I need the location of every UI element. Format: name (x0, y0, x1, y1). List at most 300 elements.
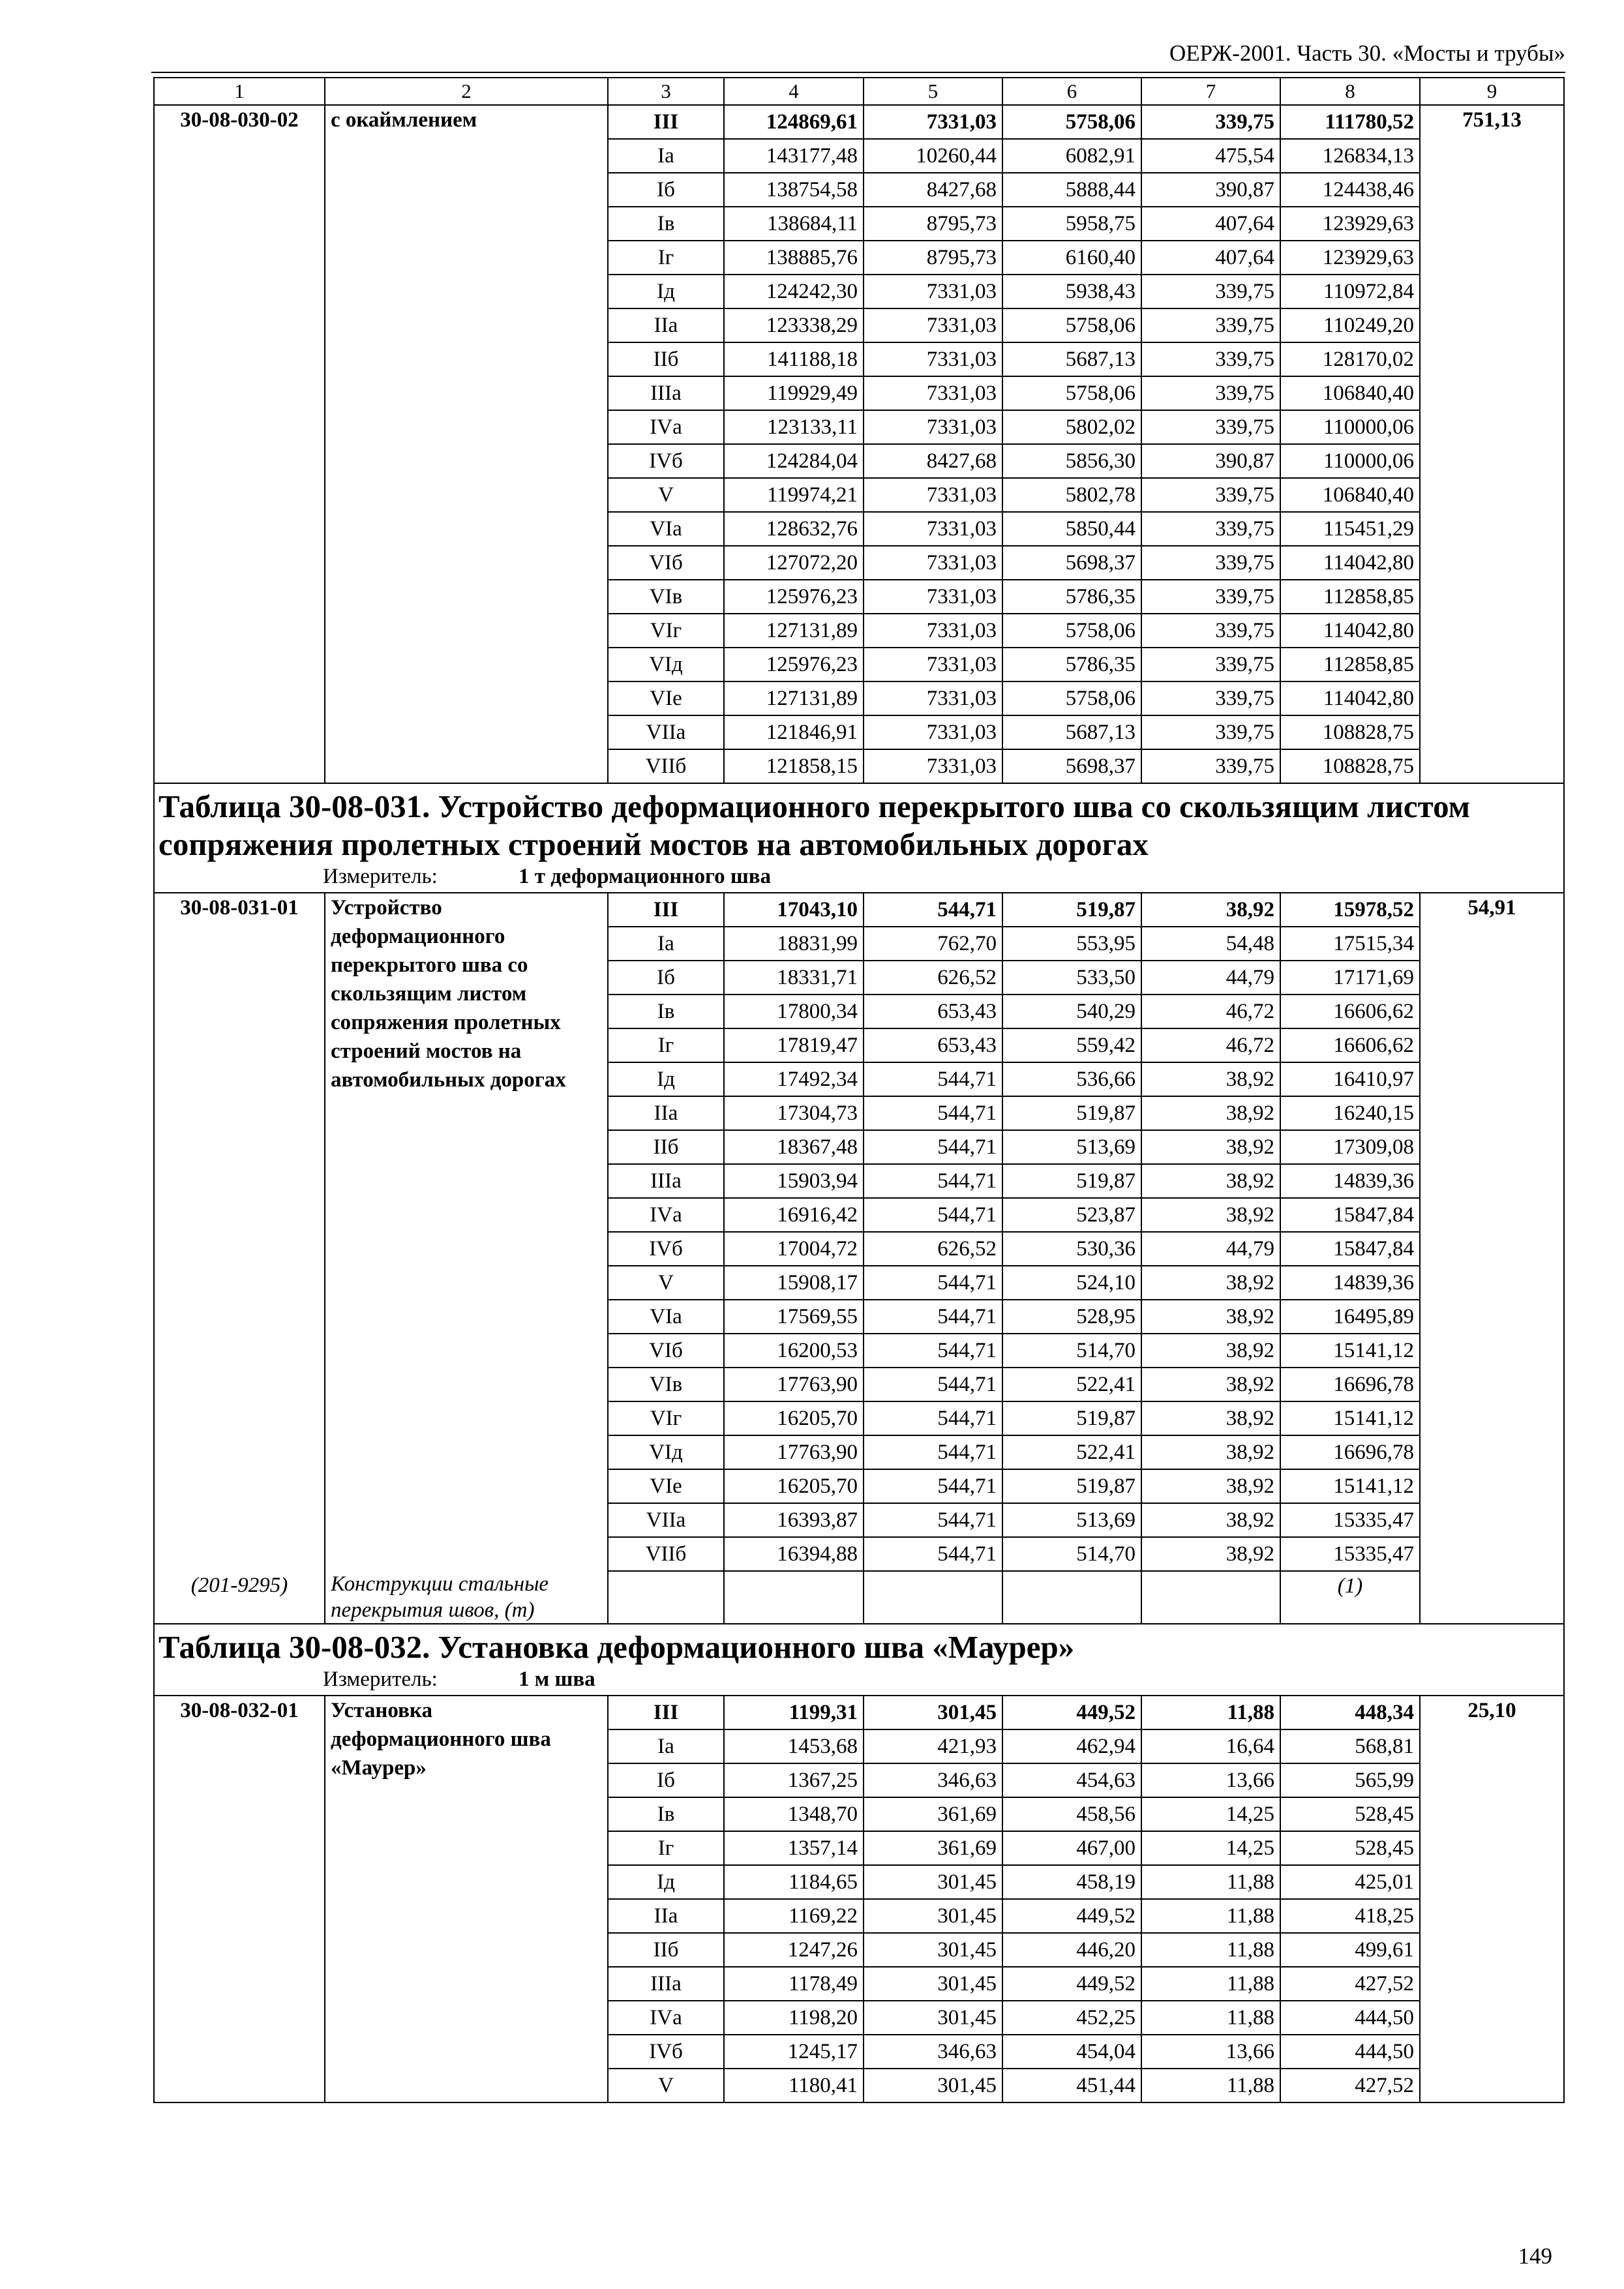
value-cell: 38,92 (1141, 1334, 1280, 1368)
value-cell: 15908,17 (724, 1266, 864, 1300)
value-cell: 519,87 (1002, 893, 1141, 927)
labor-cost-cell: 54,91 (1420, 893, 1564, 1624)
value-cell: 519,87 (1002, 1096, 1141, 1130)
labor-cost-cell: 751,13 (1420, 105, 1564, 783)
value-cell: 626,52 (864, 961, 1002, 995)
value-cell: 528,95 (1002, 1300, 1141, 1334)
header-rule (151, 72, 1565, 73)
norms-table (153, 77, 1565, 2103)
empty-cell (608, 1571, 724, 1624)
value-cell: 5758,06 (1002, 308, 1141, 342)
measure-label: Измеритель: (323, 1668, 438, 1691)
value-cell: 533,50 (1002, 961, 1141, 995)
value-cell: 38,92 (1141, 1266, 1280, 1300)
zone-cell: V (608, 1266, 724, 1300)
value-cell: 514,70 (1002, 1537, 1141, 1571)
value-cell: 17569,55 (724, 1300, 864, 1334)
value-cell: 522,41 (1002, 1368, 1141, 1401)
value-cell: 5687,13 (1002, 715, 1141, 749)
value-cell: 38,92 (1141, 1368, 1280, 1401)
zone-cell: IIIа (608, 376, 724, 410)
value-cell: 7331,03 (864, 512, 1002, 546)
zone-cell: IVб (608, 444, 724, 478)
value-cell: 346,63 (864, 1763, 1002, 1797)
value-cell: 16696,78 (1280, 1368, 1420, 1401)
value-cell: 653,43 (864, 1028, 1002, 1062)
value-cell: 7331,03 (864, 681, 1002, 715)
value-cell: 115451,29 (1280, 512, 1420, 546)
value-cell: 528,45 (1280, 1797, 1420, 1831)
zone-cell: VIв (608, 1368, 724, 1401)
value-cell: 44,79 (1141, 961, 1280, 995)
value-cell: 126834,13 (1280, 139, 1420, 173)
value-cell: 544,71 (864, 1300, 1002, 1334)
column-number: 2 (325, 78, 608, 105)
value-cell: 1247,26 (724, 1933, 864, 1967)
value-cell: 124242,30 (724, 275, 864, 308)
value-cell: 11,88 (1141, 2069, 1280, 2102)
zone-cell: VIд (608, 648, 724, 681)
value-cell: 7331,03 (864, 410, 1002, 444)
value-cell: 5758,06 (1002, 681, 1141, 715)
column-number: 5 (864, 78, 1002, 105)
value-cell: 5786,35 (1002, 648, 1141, 681)
value-cell: 106840,40 (1280, 376, 1420, 410)
value-cell: 8427,68 (864, 173, 1002, 207)
value-cell: 123929,63 (1280, 241, 1420, 275)
value-cell: 38,92 (1141, 1469, 1280, 1503)
value-cell: 14,25 (1141, 1831, 1280, 1865)
zone-cell: VIа (608, 512, 724, 546)
value-cell: 38,92 (1141, 893, 1280, 927)
zone-cell: IVа (608, 2001, 724, 2035)
value-cell: 38,92 (1141, 1198, 1280, 1232)
value-cell: 451,44 (1002, 2069, 1141, 2102)
value-cell: 361,69 (864, 1831, 1002, 1865)
value-cell: 339,75 (1141, 512, 1280, 546)
value-cell: 407,64 (1141, 241, 1280, 275)
value-cell: 1245,17 (724, 2035, 864, 2069)
zone-cell: Iд (608, 1865, 724, 1899)
value-cell: 106840,40 (1280, 478, 1420, 512)
value-cell: 458,56 (1002, 1797, 1141, 1831)
value-cell: 544,71 (864, 1503, 1002, 1537)
zone-cell: VIе (608, 1469, 724, 1503)
zone-cell: IIб (608, 342, 724, 376)
value-cell: 38,92 (1141, 1401, 1280, 1435)
value-cell: 5758,06 (1002, 105, 1141, 139)
value-cell: 16240,15 (1280, 1096, 1420, 1130)
empty-cell (1141, 1571, 1280, 1624)
zone-cell: IIIа (608, 1967, 724, 2001)
column-number: 8 (1280, 78, 1420, 105)
measure-label: Измеритель: (323, 865, 438, 888)
value-cell: 16916,42 (724, 1198, 864, 1232)
value-cell: 11,88 (1141, 1899, 1280, 1933)
zone-cell: Iв (608, 207, 724, 241)
value-cell: 544,71 (864, 1469, 1002, 1503)
value-cell: 568,81 (1280, 1729, 1420, 1763)
value-cell: 499,61 (1280, 1933, 1420, 1967)
value-cell: 427,52 (1280, 1967, 1420, 2001)
zone-cell: IVб (608, 1232, 724, 1266)
value-cell: 5802,78 (1002, 478, 1141, 512)
zone-cell: III (608, 105, 724, 139)
value-cell: 444,50 (1280, 2001, 1420, 2035)
value-cell: 14839,36 (1280, 1164, 1420, 1198)
zone-cell: V (608, 2069, 724, 2102)
value-cell: 18331,71 (724, 961, 864, 995)
value-cell: 11,88 (1141, 1696, 1280, 1729)
value-cell: 108828,75 (1280, 749, 1420, 783)
value-cell: 16200,53 (724, 1334, 864, 1368)
value-cell: 565,99 (1280, 1763, 1420, 1797)
value-cell: 114042,80 (1280, 546, 1420, 580)
value-cell: 544,71 (864, 1334, 1002, 1368)
value-cell: 7331,03 (864, 478, 1002, 512)
value-cell: 15978,52 (1280, 893, 1420, 927)
value-cell: 7331,03 (864, 342, 1002, 376)
value-cell: 513,69 (1002, 1130, 1141, 1164)
value-cell: 390,87 (1141, 173, 1280, 207)
value-cell: 449,52 (1002, 1967, 1141, 2001)
value-cell: 7331,03 (864, 715, 1002, 749)
resource-name (325, 1571, 608, 1624)
empty-cell (724, 1571, 864, 1624)
value-cell: 339,75 (1141, 308, 1280, 342)
name-line: деформационного шва (331, 1728, 551, 1751)
value-cell: 15141,12 (1280, 1334, 1420, 1368)
value-cell: 7331,03 (864, 105, 1002, 139)
name-line: «Маурер» (331, 1756, 427, 1780)
value-cell: 11,88 (1141, 1933, 1280, 1967)
value-cell: 5856,30 (1002, 444, 1141, 478)
value-cell: 17800,34 (724, 995, 864, 1028)
value-cell: 8795,73 (864, 207, 1002, 241)
value-cell: 16410,97 (1280, 1062, 1420, 1096)
value-cell: 38,92 (1141, 1435, 1280, 1469)
value-cell: 301,45 (864, 1696, 1002, 1729)
column-number: 9 (1420, 78, 1564, 105)
value-cell: 1169,22 (724, 1899, 864, 1933)
name-line: скользящим листом (331, 982, 527, 1006)
value-cell: 458,19 (1002, 1865, 1141, 1899)
resource-name-line: перекрытия швов, (т) (331, 1598, 535, 1622)
column-number: 7 (1141, 78, 1280, 105)
value-cell: 425,01 (1280, 1865, 1420, 1899)
value-cell: 15847,84 (1280, 1198, 1420, 1232)
value-cell: 524,10 (1002, 1266, 1141, 1300)
name-cell: с окаймлением (325, 105, 608, 783)
value-cell: 110972,84 (1280, 275, 1420, 308)
resource-row (154, 1571, 1564, 1624)
zone-cell: Iб (608, 1763, 724, 1797)
zone-cell: III (608, 893, 724, 927)
zone-cell: V (608, 478, 724, 512)
value-cell: 119974,21 (724, 478, 864, 512)
value-cell: 559,42 (1002, 1028, 1141, 1062)
value-cell: 1348,70 (724, 1797, 864, 1831)
value-cell: 16394,88 (724, 1537, 864, 1571)
name-line: Устройство (331, 896, 442, 920)
zone-cell: IVб (608, 2035, 724, 2069)
value-cell: 123929,63 (1280, 207, 1420, 241)
column-number-row (154, 78, 1564, 105)
column-number: 3 (608, 78, 724, 105)
value-cell: 462,94 (1002, 1729, 1141, 1763)
zone-cell: VIIа (608, 715, 724, 749)
table-row (154, 1696, 1564, 1729)
value-cell: 111780,52 (1280, 105, 1420, 139)
table-title-cell (154, 783, 1564, 893)
value-cell: 544,71 (864, 1368, 1002, 1401)
zone-cell: VIб (608, 1334, 724, 1368)
value-cell: 5958,75 (1002, 207, 1141, 241)
value-cell: 114042,80 (1280, 681, 1420, 715)
value-cell: 544,71 (864, 1537, 1002, 1571)
value-cell: 18367,48 (724, 1130, 864, 1164)
value-cell: 5698,37 (1002, 749, 1141, 783)
value-cell: 54,48 (1141, 927, 1280, 961)
value-cell: 141188,18 (724, 342, 864, 376)
value-cell: 14,25 (1141, 1797, 1280, 1831)
name-line: Установка (331, 1699, 432, 1722)
value-cell: 1178,49 (724, 1967, 864, 2001)
value-cell: 38,92 (1141, 1164, 1280, 1198)
value-cell: 448,34 (1280, 1696, 1420, 1729)
value-cell: 15141,12 (1280, 1469, 1420, 1503)
value-cell: 427,52 (1280, 2069, 1420, 2102)
value-cell: 46,72 (1141, 995, 1280, 1028)
value-cell: 5802,02 (1002, 410, 1141, 444)
value-cell: 544,71 (864, 1401, 1002, 1435)
value-cell: 38,92 (1141, 1537, 1280, 1571)
zone-cell: III (608, 1696, 724, 1729)
name-cell (325, 893, 608, 1571)
value-cell: 522,41 (1002, 1435, 1141, 1469)
value-cell: 6160,40 (1002, 241, 1141, 275)
resource-code: (201-9295) (154, 1571, 325, 1624)
zone-cell: VIIб (608, 749, 724, 783)
value-cell: 339,75 (1141, 376, 1280, 410)
value-cell: 1453,68 (724, 1729, 864, 1763)
value-cell: 17492,34 (724, 1062, 864, 1096)
zone-cell: VIд (608, 1435, 724, 1469)
value-cell: 128632,76 (724, 512, 864, 546)
empty-cell (1002, 1571, 1141, 1624)
zone-cell: IIб (608, 1130, 724, 1164)
value-cell: 7331,03 (864, 546, 1002, 580)
column-number: 4 (724, 78, 864, 105)
value-cell: 1199,31 (724, 1696, 864, 1729)
value-cell: 6082,91 (1002, 139, 1141, 173)
table-title: Таблица 30-08-032. Установка деформационного шва «Маурер» (158, 1629, 1075, 1665)
value-cell: 10260,44 (864, 139, 1002, 173)
value-cell: 15335,47 (1280, 1537, 1420, 1571)
table-row (154, 893, 1564, 927)
value-cell: 127131,89 (724, 614, 864, 648)
value-cell: 143177,48 (724, 139, 864, 173)
value-cell: 17304,73 (724, 1096, 864, 1130)
value-cell: 339,75 (1141, 105, 1280, 139)
value-cell: 536,66 (1002, 1062, 1141, 1096)
value-cell: 114042,80 (1280, 614, 1420, 648)
resource-name-line: Конструкции стальные (331, 1572, 549, 1596)
zone-cell: Iв (608, 1797, 724, 1831)
code-cell: 30-08-032-01 (154, 1696, 325, 2102)
value-cell: 18831,99 (724, 927, 864, 961)
value-cell: 5786,35 (1002, 580, 1141, 614)
zone-cell: VIб (608, 546, 724, 580)
value-cell: 44,79 (1141, 1232, 1280, 1266)
zone-cell: IVа (608, 410, 724, 444)
column-number: 6 (1002, 78, 1141, 105)
value-cell: 1198,20 (724, 2001, 864, 2035)
labor-cost-cell: 25,10 (1420, 1696, 1564, 2102)
value-cell: 138885,76 (724, 241, 864, 275)
zone-cell: IIб (608, 1933, 724, 1967)
zone-cell: Iг (608, 241, 724, 275)
measure-value: 1 м шва (519, 1668, 595, 1691)
value-cell: 124869,61 (724, 105, 864, 139)
value-cell: 119929,49 (724, 376, 864, 410)
value-cell: 15335,47 (1280, 1503, 1420, 1537)
value-cell: 5687,13 (1002, 342, 1141, 376)
table-title-row (154, 1624, 1564, 1696)
value-cell: 7331,03 (864, 376, 1002, 410)
value-cell: 1367,25 (724, 1763, 864, 1797)
value-cell: 454,04 (1002, 2035, 1141, 2069)
value-cell: 7331,03 (864, 580, 1002, 614)
zone-cell: Iа (608, 1729, 724, 1763)
zone-cell: VIе (608, 681, 724, 715)
value-cell: 17763,90 (724, 1368, 864, 1401)
value-cell: 14839,36 (1280, 1266, 1420, 1300)
value-cell: 626,52 (864, 1232, 1002, 1266)
value-cell: 454,63 (1002, 1763, 1141, 1797)
value-cell: 301,45 (864, 1933, 1002, 1967)
value-cell: 13,66 (1141, 1763, 1280, 1797)
value-cell: 339,75 (1141, 410, 1280, 444)
table-title-row (154, 783, 1564, 893)
value-cell: 513,69 (1002, 1503, 1141, 1537)
zone-cell: VIIа (608, 1503, 724, 1537)
zone-cell: VIIб (608, 1537, 724, 1571)
value-cell: 301,45 (864, 1967, 1002, 2001)
value-cell: 17515,34 (1280, 927, 1420, 961)
value-cell: 361,69 (864, 1797, 1002, 1831)
value-cell: 5698,37 (1002, 546, 1141, 580)
name-line: деформационного (331, 925, 505, 948)
value-cell: 5758,06 (1002, 614, 1141, 648)
value-cell: 128170,02 (1280, 342, 1420, 376)
name-line: автомобильных дорогах (331, 1068, 566, 1092)
value-cell: 112858,85 (1280, 580, 1420, 614)
value-cell: 544,71 (864, 1198, 1002, 1232)
value-cell: 7331,03 (864, 308, 1002, 342)
code-cell: 30-08-031-01 (154, 893, 325, 1571)
zone-cell: VIа (608, 1300, 724, 1334)
value-cell: 110000,06 (1280, 444, 1420, 478)
value-cell: 7331,03 (864, 275, 1002, 308)
value-cell: 407,64 (1141, 207, 1280, 241)
value-cell: 523,87 (1002, 1198, 1141, 1232)
value-cell: 38,92 (1141, 1096, 1280, 1130)
value-cell: 544,71 (864, 1164, 1002, 1198)
value-cell: 339,75 (1141, 580, 1280, 614)
name-line: строений мостов на (331, 1040, 522, 1063)
value-cell: 528,45 (1280, 1831, 1420, 1865)
value-cell: 112858,85 (1280, 648, 1420, 681)
value-cell: 530,36 (1002, 1232, 1141, 1266)
empty-cell (864, 1571, 1002, 1624)
value-cell: 452,25 (1002, 2001, 1141, 2035)
value-cell: 17004,72 (724, 1232, 864, 1266)
value-cell: 38,92 (1141, 1503, 1280, 1537)
value-cell: 339,75 (1141, 749, 1280, 783)
value-cell: 108828,75 (1280, 715, 1420, 749)
value-cell: 127131,89 (724, 681, 864, 715)
value-cell: 449,52 (1002, 1696, 1141, 1729)
value-cell: 17043,10 (724, 893, 864, 927)
value-cell: 553,95 (1002, 927, 1141, 961)
value-cell: 339,75 (1141, 342, 1280, 376)
value-cell: 8795,73 (864, 241, 1002, 275)
value-cell: 540,29 (1002, 995, 1141, 1028)
value-cell: 138754,58 (724, 173, 864, 207)
value-cell: 5888,44 (1002, 173, 1141, 207)
page-number: 149 (1518, 2243, 1552, 2269)
column-number: 1 (154, 78, 325, 105)
zone-cell: IIа (608, 308, 724, 342)
value-cell: 653,43 (864, 995, 1002, 1028)
value-cell: 123338,29 (724, 308, 864, 342)
resource-value: (1) (1280, 1571, 1420, 1624)
value-cell: 339,75 (1141, 715, 1280, 749)
value-cell: 8427,68 (864, 444, 1002, 478)
value-cell: 16393,87 (724, 1503, 864, 1537)
value-cell: 339,75 (1141, 648, 1280, 681)
value-cell: 1357,14 (724, 1831, 864, 1865)
value-cell: 1180,41 (724, 2069, 864, 2102)
value-cell: 16696,78 (1280, 1435, 1420, 1469)
code-cell: 30-08-030-02 (154, 105, 325, 783)
zone-cell: Iа (608, 927, 724, 961)
zone-cell: VIг (608, 1401, 724, 1435)
value-cell: 301,45 (864, 2069, 1002, 2102)
value-cell: 421,93 (864, 1729, 1002, 1763)
value-cell: 17171,69 (1280, 961, 1420, 995)
value-cell: 544,71 (864, 893, 1002, 927)
value-cell: 16606,62 (1280, 995, 1420, 1028)
value-cell: 16495,89 (1280, 1300, 1420, 1334)
value-cell: 446,20 (1002, 1933, 1141, 1967)
zone-cell: Iд (608, 275, 724, 308)
value-cell: 16205,70 (724, 1401, 864, 1435)
zone-cell: IVа (608, 1198, 724, 1232)
value-cell: 138684,11 (724, 207, 864, 241)
value-cell: 5850,44 (1002, 512, 1141, 546)
value-cell: 7331,03 (864, 614, 1002, 648)
value-cell: 544,71 (864, 1130, 1002, 1164)
zone-cell: Iб (608, 173, 724, 207)
value-cell: 390,87 (1141, 444, 1280, 478)
value-cell: 17819,47 (724, 1028, 864, 1062)
value-cell: 7331,03 (864, 648, 1002, 681)
zone-cell: Iв (608, 995, 724, 1028)
value-cell: 444,50 (1280, 2035, 1420, 2069)
value-cell: 124284,04 (724, 444, 864, 478)
